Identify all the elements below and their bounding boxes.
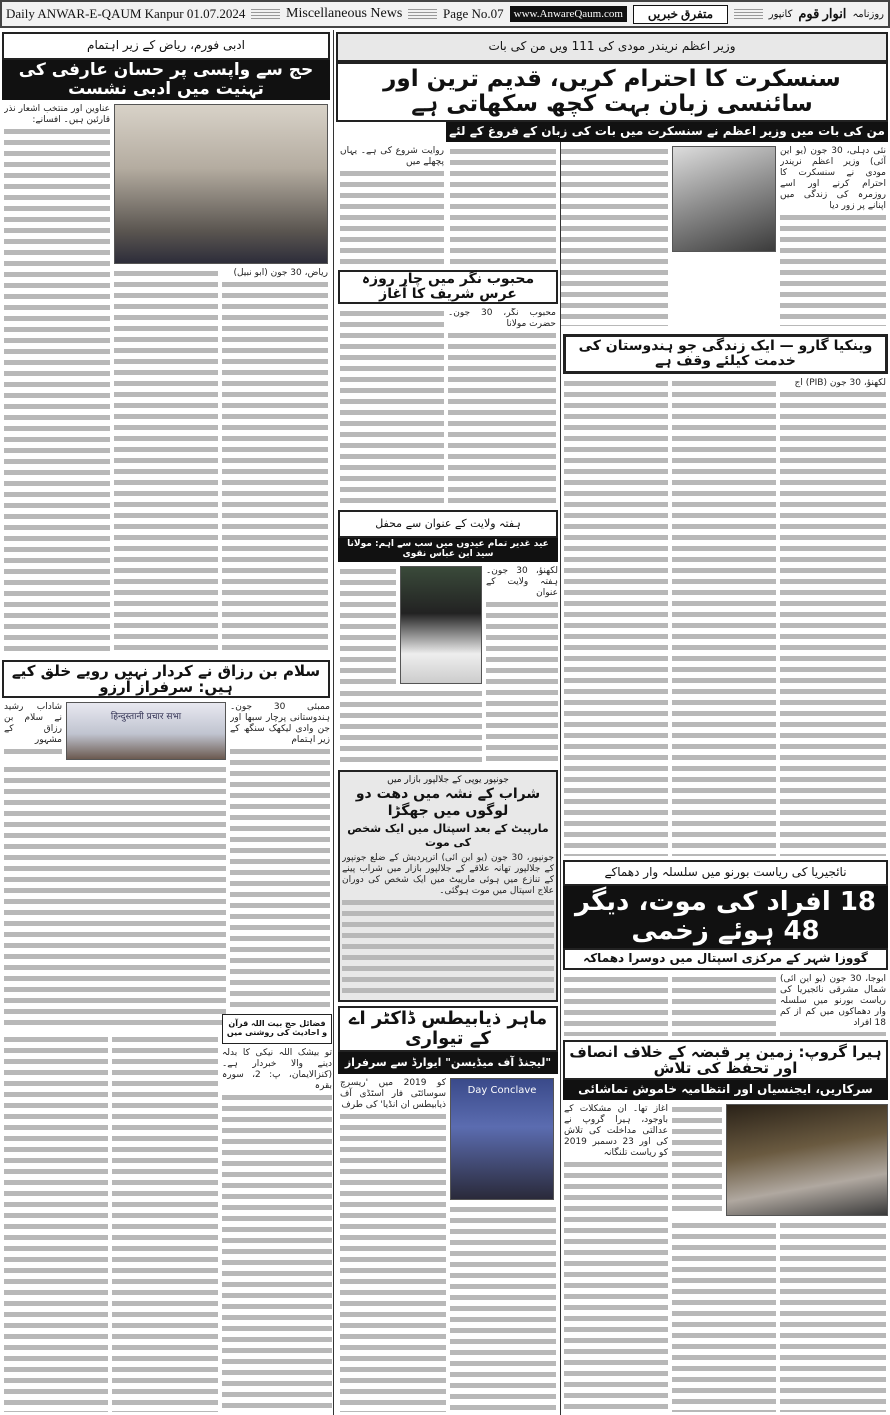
wilayat-kicker: ہفتہ ولایت کے عنوان سے محفل [338, 510, 558, 538]
divider [408, 9, 437, 19]
jaunpur-subhead: مارپیٹ کے بعد اسپتال میں ایک شخص کی موت [347, 822, 549, 849]
adabi-body: عناوین اور منتخب اشعار نذر قارئین ہیں۔ افسانے: [4, 104, 110, 654]
jaunpur-headline: شراب کے نشہ میں دھت دو لوگوں میں جھگڑا [355, 786, 541, 819]
heera-body-col2 [672, 1104, 722, 1216]
section-english: Miscellaneous News [286, 6, 403, 21]
modi-photo [672, 146, 776, 252]
newspaper-logo: انوار قوم [798, 6, 847, 21]
doctor-body-col2 [450, 1204, 556, 1412]
website-link[interactable]: www.AnwareQaum.com [510, 6, 627, 22]
daily-label: روزنامہ [852, 8, 884, 20]
lead-subhead: من کی بات میں وزیر اعظم نے سنسکرت میں بات کی زبان کے فروغ کے لئے [446, 122, 888, 142]
wilayat-body: لکھنؤ، 30 جون۔ ہفتہ ولایت کے عنوان [486, 566, 558, 766]
lead-body-col4: روایت شروع کی ہے۔ یہاں پچھلے میں [340, 146, 444, 266]
photo-banner-text: Day Conclave [467, 1085, 537, 1096]
jaunpur-story [338, 770, 558, 1002]
adabi-body-col2: ریاض، 30 جون (ابو نبیل) [222, 268, 328, 654]
lead-headline: سنسکرت کا احترام کریں، قدیم ترین اور سائنسی زبان بہت کچھ سکھاتی ہے [336, 62, 888, 122]
city: کانپور [768, 8, 793, 20]
adabi-group-photo [114, 104, 328, 264]
doctor-subhead: "لیجنڈ آف میڈیسن" ایوارڈ سے سرفراز [338, 1052, 558, 1074]
salam-body-col2: شاداب رشید نے سلام بن رزاق کے مشہور [4, 702, 62, 760]
photo-banner-text: हिन्दुस्तानी प्रचार सभा [110, 712, 182, 722]
adabi-body-col3 [114, 268, 218, 654]
adabi-kicker: ادبی فورم، ریاض کے زیر اہتمام [2, 32, 330, 60]
wilayat-body-col3 [340, 688, 482, 766]
lead-body: نئی دہلی، 30 جون (یو این آئی) وزیر اعظم نریندر مودی نے سنسکرت کا احترام کرنے اور اسے روزمرہ کی زندگی میں اپنانے پر زور دیا [780, 146, 886, 326]
heera-body-col4 [780, 1220, 886, 1412]
nigeria-body-col3 [564, 974, 668, 1036]
column-rule [333, 30, 334, 1415]
divider [251, 9, 280, 19]
maulana-photo [400, 566, 482, 684]
hajj-headline: فضائل حج بیت اللہ قرآن و احادیث کی روشنی میں [222, 1014, 332, 1044]
doctor-headline: ماہر ذیابیطس ڈاکٹر اے کے تیواری [338, 1006, 558, 1052]
wilayat-body-col2 [340, 566, 396, 684]
lead-body-col3 [450, 146, 556, 266]
lead-body-col2 [560, 146, 668, 326]
urs-headline: محبوب نگر میں چار روزہ عرس شریف کا آغاز [338, 270, 558, 304]
heera-body: آغاز تھا۔ ان مشکلات کے باوجود، ہیرا گروپ نے عدالتی مداخلت کی تلاش کی اور 23 دسمبر 2019 کو ریاست تلنگانہ [564, 1104, 668, 1412]
venkaiah-headline: وینکیا گارو — ایک زندگی جو ہندوستان کی خدمت کیلئے وقف ہے [563, 334, 888, 374]
wilayat-headline: عید غدیر تمام عیدوں میں سب سے اہم: مولانا سید ابن عباس نقوی [338, 538, 558, 562]
column-rule [560, 142, 561, 1415]
divider [734, 9, 763, 19]
heera-subhead: سرکاریں، ایجنسیاں اور انتظامیہ خاموش تماشائی [563, 1080, 888, 1100]
salam-body: ممبئی 30 جون۔ ہندوستانی پرچار سبھا اور جن وادی لیکھک سنگھ کے زیر اہتمام [230, 702, 330, 1010]
salam-body-col3 [4, 764, 226, 1028]
jaunpur-kicker: جونپور یوپی کے جلالپور بازار میں [387, 775, 509, 785]
nigeria-body-col2 [672, 974, 776, 1036]
salam-headline: سلام بن رزاق نے کردار نہیں رویے خلق کیے ہیں: سرفراز آرزو [2, 660, 330, 698]
page-number: Page No.07 [442, 6, 504, 21]
nigeria-subhead: گووزا شہر کے مرکزی اسپتال میں دوسرا دھماکہ [563, 948, 888, 970]
doctor-body: کو 2019 میں 'ریسرچ سوسائٹی فار اسٹڈی آف ذیابیطس ان انڈیا' کی طرف [340, 1078, 446, 1412]
heera-headline: ہیرا گروپ: زمین پر قبضہ کے خلاف انصاف اور تحفظ کی تلاش [563, 1040, 888, 1080]
hajj-body: تو بیشک اللہ نیکی کا بدلہ دینے والا خبردار ہے۔ (کنزالایمان، پ: 2، سورہ بقرہ [222, 1048, 332, 1412]
nigeria-headline: 18 افراد کی موت، دیگر 48 ہوئے زخمی [563, 886, 888, 948]
venkaiah-body-col3 [564, 378, 668, 856]
heera-building-photo [726, 1104, 888, 1216]
masthead [0, 0, 890, 28]
urs-body-col2 [340, 308, 444, 506]
lead-kicker: وزیر اعظم نریندر مودی کی 111 ویں من کی بات [336, 32, 888, 62]
venkaiah-body: لکھنؤ، 30 جون (PIB) آج [780, 378, 886, 856]
adabi-headline: حج سے واپسی پر حسان عارفی کی تہنیت میں ادبی نشست [2, 60, 330, 100]
hajj-body-col3 [4, 1034, 108, 1412]
jaunpur-body: جونپور، 30 جون (یو این آئی) اترپردیش کے ضلع جونپور کے جلالپور تھانہ علاقے کے جلالپور بازار میں شراب پینے کے تنازع میں ہوئی مارپیٹ میں ایک شخص کی دوران علاج اسپتال میں موت ہوگئی۔ [342, 853, 554, 998]
nigeria-body: ابوجا، 30 جون (یو این آئی) شمال مشرقی نائجیریا کی ریاست بورنو میں سلسلہ وار دھماکوں میں کم از کم 18 افراد [780, 974, 886, 1036]
urs-body: محبوب نگر، 30 جون۔ حضرت مولانا [448, 308, 556, 506]
edition-line: Daily ANWAR-E-QAUM Kanpur 01.07.2024 [6, 6, 246, 21]
heera-body-col3 [672, 1220, 776, 1412]
hajj-body-col2 [112, 1034, 218, 1412]
nigeria-kicker: نائجیریا کی ریاست بورنو میں سلسلہ وار دھماکے [563, 860, 888, 886]
venkaiah-body-col2 [672, 378, 776, 856]
award-photo [450, 1078, 554, 1200]
section-urdu: متفرق خبریں [633, 5, 728, 24]
salam-event-photo [66, 702, 226, 760]
